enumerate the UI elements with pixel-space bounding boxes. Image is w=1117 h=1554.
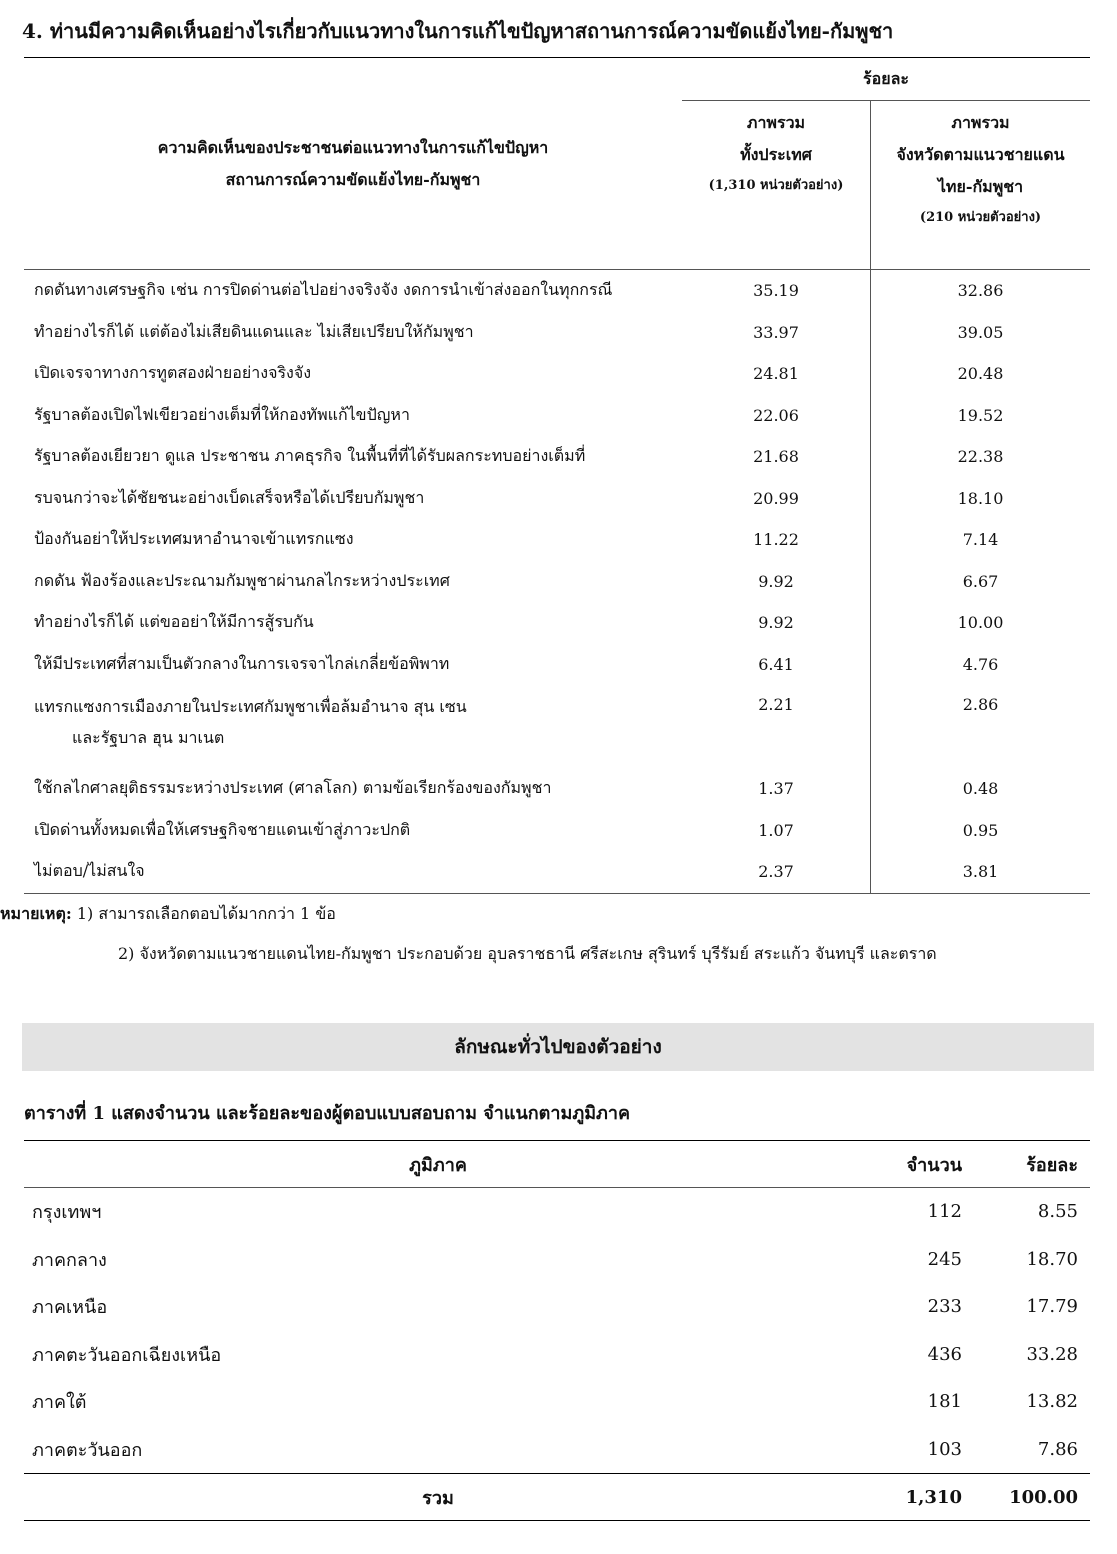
row-value-border: 39.05 xyxy=(957,322,1004,342)
row-value-national: 6.41 xyxy=(682,644,871,686)
table-row xyxy=(24,395,1090,437)
header-col1-line1: ภาพรวม xyxy=(746,113,806,132)
table-row xyxy=(24,768,1090,810)
table-row-continuation xyxy=(24,726,1090,768)
question-title: 4. ท่านมีความคิดเห็นอย่างไรเกี่ยวกับแนวทางในการแก้ไขปัญหาสถานการณ์ความขัดแย้งไทย-กัมพูชา xyxy=(22,19,894,43)
row-label: ให้มีประเทศที่สามเป็นตัวกลางในการเจรจาไกล่เกลี่ยข้อพิพาท xyxy=(34,653,450,673)
row-value-border: 22.38 xyxy=(957,447,1004,467)
row-value-national: 11.22 xyxy=(682,519,871,561)
total-row xyxy=(24,1474,1090,1521)
row-value-border: 10.00 xyxy=(957,613,1004,633)
row-label: แทรกแซงการเมืองภายในประเทศกัมพูชาเพื่อล้มอำนาจ สุน เซน xyxy=(34,697,467,716)
row-value-national: 24.81 xyxy=(682,353,871,395)
row-value-national: 33.97 xyxy=(682,312,871,354)
header-desc-line2: สถานการณ์ความขัดแย้งไทย-กัมพูชา xyxy=(225,169,481,189)
row-value-national: 2.37 xyxy=(682,851,871,893)
region-name: ภาคเหนือ xyxy=(32,1297,108,1319)
header-col2-line1: ภาพรวม xyxy=(951,113,1010,132)
row-label: ป้องกันอย่าให้ประเทศมหาอำนาจเข้าแทรกแซง xyxy=(34,529,354,549)
table-row xyxy=(24,353,1090,395)
opinion-header-description xyxy=(24,58,682,270)
header-count: จำนวน xyxy=(852,1141,962,1188)
note-1-text: 1) สามารถเลือกตอบได้มากกว่า 1 ข้อ xyxy=(71,904,336,923)
row-value-border: 6.67 xyxy=(962,571,999,591)
row-value-border: 0.48 xyxy=(962,779,999,799)
row-value-border: 32.86 xyxy=(957,281,1004,301)
row-value-national: 22.06 xyxy=(682,395,871,437)
table-row xyxy=(24,685,1090,726)
region-count: 436 xyxy=(927,1343,962,1365)
region-name: ภาคตะวันออกเฉียงเหนือ xyxy=(32,1344,222,1366)
region-percent: 13.82 xyxy=(1026,1391,1078,1413)
row-label: กดดันทางเศรษฐกิจ เช่น การปิดด่านต่อไปอย่างจริงจัง งดการนำเข้าส่งออกในทุกกรณี xyxy=(34,280,613,300)
table-row xyxy=(24,436,1090,478)
region-header-row xyxy=(24,1141,1090,1188)
row-value-border: 2.86 xyxy=(962,695,999,714)
header-percent: ร้อยละ xyxy=(682,58,1090,101)
region-count: 181 xyxy=(927,1391,962,1413)
region-name: ภาคตะวันออก xyxy=(32,1439,143,1461)
row-value-border-empty xyxy=(871,726,1091,768)
region-name: ภาคกลาง xyxy=(32,1249,107,1271)
table-row xyxy=(24,1188,1090,1236)
row-value-national-empty xyxy=(682,726,871,768)
table-row xyxy=(24,851,1090,893)
row-value-border: 18.10 xyxy=(957,488,1004,508)
row-label: รัฐบาลต้องเยียวยา ดูแล ประชาชน ภาคธุรกิจ ในพื้นที่ที่ได้รับผลกระทบอย่างเต็มที่ xyxy=(34,446,586,466)
row-value-border: 4.76 xyxy=(962,654,999,674)
table-row xyxy=(24,519,1090,561)
table-row xyxy=(24,1283,1090,1331)
header-region: ภูมิภาค xyxy=(24,1141,852,1188)
table-row xyxy=(24,270,1090,312)
row-value-national: 9.92 xyxy=(682,602,871,644)
region-percent: 8.55 xyxy=(1037,1201,1078,1223)
row-value-national: 1.37 xyxy=(682,768,871,810)
row-label: ไม่ตอบ/ไม่สนใจ xyxy=(24,851,682,893)
table-row xyxy=(24,602,1090,644)
header-desc-line1: ความคิดเห็นของประชาชนต่อแนวทางในการแก้ไขปัญหา xyxy=(157,137,549,157)
opinion-table xyxy=(24,57,1090,894)
header-col-border xyxy=(871,101,1091,270)
row-value-border: 19.52 xyxy=(957,405,1004,425)
row-value-border: 20.48 xyxy=(957,364,1004,384)
table-row xyxy=(24,561,1090,603)
region-percent: 7.86 xyxy=(1037,1438,1078,1460)
row-label: รบจนกว่าจะได้ชัยชนะอย่างเบ็ดเสร็จหรือได้เปรียบกัมพูชา xyxy=(34,487,425,507)
note-1 xyxy=(0,900,336,928)
row-label-continuation: และรัฐบาล ฮุน มาเนต xyxy=(72,728,225,747)
row-value-national: 9.92 xyxy=(682,561,871,603)
table-row xyxy=(24,478,1090,520)
table1-title: ตารางที่ 1 แสดงจำนวน และร้อยละของผู้ตอบแบบสอบถาม จำแนกตามภูมิภาค xyxy=(24,1103,631,1124)
region-count: 112 xyxy=(927,1201,962,1223)
total-label: รวม xyxy=(24,1474,852,1521)
header-percent: ร้อยละ xyxy=(962,1141,1090,1188)
table-row xyxy=(24,1378,1090,1426)
total-percent: 100.00 xyxy=(962,1474,1090,1521)
header-col2-line3: ไทย-กัมพูชา xyxy=(937,177,1024,196)
region-name: ภาคใต้ xyxy=(32,1392,87,1414)
table-row xyxy=(24,1426,1090,1474)
row-value-national: 20.99 xyxy=(682,478,871,520)
header-col2-line2: จังหวัดตามแนวชายแดน xyxy=(896,145,1065,164)
row-value-national: 35.19 xyxy=(682,270,871,312)
row-value-border: 3.81 xyxy=(871,851,1091,893)
total-count: 1,310 xyxy=(852,1474,962,1521)
row-value-border: 0.95 xyxy=(962,820,999,840)
table-row xyxy=(24,312,1090,354)
region-percent: 17.79 xyxy=(1026,1296,1078,1318)
row-label: กดดัน ฟ้องร้องและประณามกัมพูชาผ่านกลไกระหว่างประเทศ xyxy=(34,570,450,590)
header-col1-sample: (1,310 หน่วยตัวอย่าง) xyxy=(708,178,844,193)
row-value-border: 7.14 xyxy=(962,530,999,550)
table-row xyxy=(24,1236,1090,1284)
note-prefix: หมายเหตุ: xyxy=(0,904,72,923)
row-label: เปิดเจรจาทางการทูตสองฝ่ายอย่างจริงจัง xyxy=(34,363,312,383)
table-row xyxy=(24,1331,1090,1379)
region-name: กรุงเทพฯ xyxy=(32,1202,102,1224)
row-label: รัฐบาลต้องเปิดไฟเขียวอย่างเต็มที่ให้กองทัพแก้ไขปัญหา xyxy=(34,404,410,424)
row-value-national: 21.68 xyxy=(682,436,871,478)
region-count: 103 xyxy=(927,1438,962,1460)
row-label: ทำอย่างไรก็ได้ แต่ขออย่าให้มีการสู้รบกัน xyxy=(34,612,314,632)
opinion-header-row xyxy=(24,58,1090,101)
region-percent: 18.70 xyxy=(1026,1248,1078,1270)
region-percent: 33.28 xyxy=(1026,1343,1078,1365)
header-col-national xyxy=(682,101,871,270)
header-col1-line2: ทั้งประเทศ xyxy=(740,145,812,164)
row-value-national: 2.21 xyxy=(682,685,871,726)
row-label: ทำอย่างไรก็ได้ แต่ต้องไม่เสียดินแดนและ ไม่เสียเปรียบให้กัมพูชา xyxy=(34,321,474,341)
table-row xyxy=(24,810,1090,852)
region-count: 233 xyxy=(927,1296,962,1318)
table-row xyxy=(24,644,1090,686)
row-label: เปิดด่านทั้งหมดเพื่อให้เศรษฐกิจชายแดนเข้าสู่ภาวะปกติ xyxy=(34,819,411,839)
region-count: 245 xyxy=(927,1248,962,1270)
section-band: ลักษณะทั่วไปของตัวอย่าง xyxy=(22,1023,1094,1071)
row-value-national: 1.07 xyxy=(682,810,871,852)
header-col2-sample: (210 หน่วยตัวอย่าง) xyxy=(919,210,1042,225)
note-2: 2) จังหวัดตามแนวชายแดนไทย-กัมพูชา ประกอบด้วย อุบลราชธานี ศรีสะเกษ สุรินทร์ บุรีรัมย์ สระแก้ว จันทบุรี และตราด xyxy=(118,944,937,963)
region-table xyxy=(24,1140,1090,1521)
row-label: ใช้กลไกศาลยุติธรรมระหว่างประเทศ (ศาลโลก) ตามข้อเรียกร้องของกัมพูชา xyxy=(34,778,552,798)
